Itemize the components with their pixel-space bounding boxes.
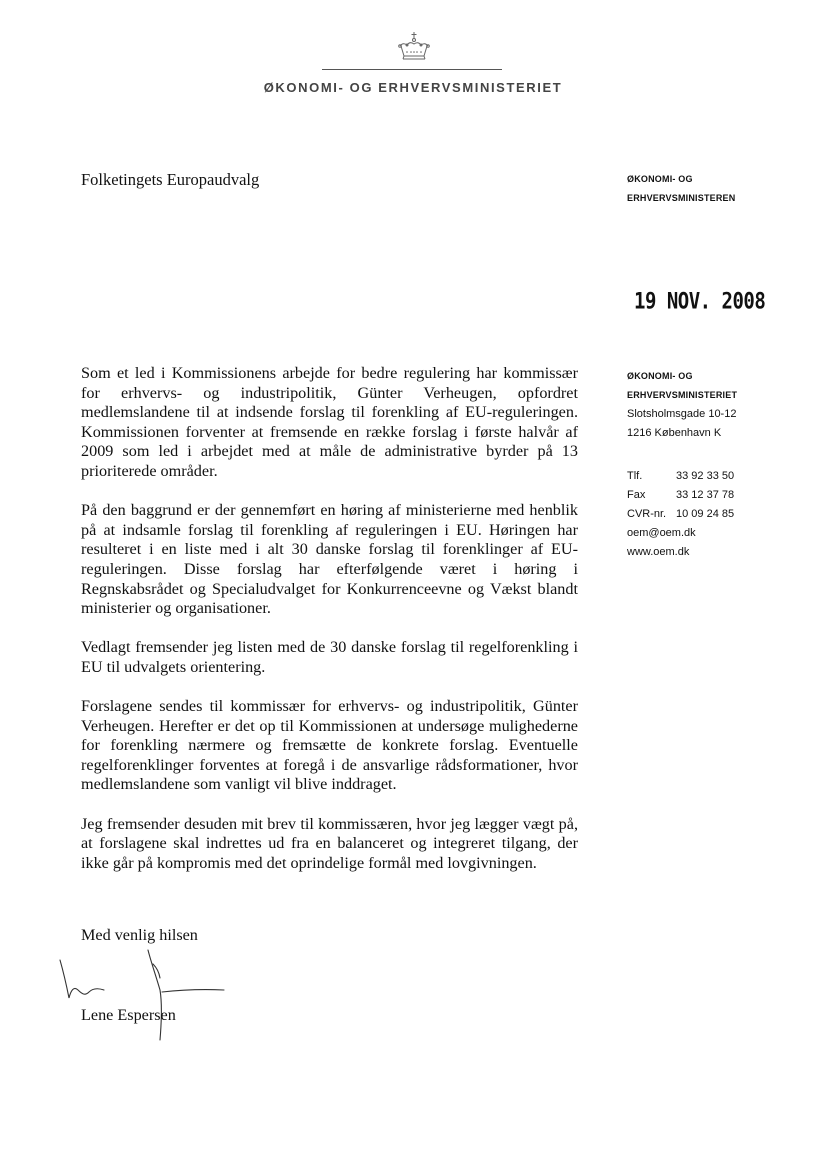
contact-web: www.oem.dk (627, 546, 690, 558)
address-street: Slotsholmsgade 10-12 (627, 408, 737, 420)
cvr-label: CVR-nr. (627, 508, 667, 520)
paragraph-1: Som et led i Kommissionens arbejde for bedre regulering har kommissær for erhvervs- og industripolitik, Günter Verheugen, opfordret medlemslandene til at indsende forslag til forenkling af EU-reguleringen. Kommissionen forventer at fremsende en række forslag i første halvår af 2009 som led i arbejdet med at måle de administrative byrder på 13 prioriterede områder. (81, 364, 578, 480)
phone-label: Tlf. (627, 470, 643, 482)
letter-body (81, 364, 578, 893)
paragraph-2: På den baggrund er der gennemført en høring af ministerierne med henblik på at indsamle forslag til forenkling af reguleringen i EU. Høringen har resulteret i en liste med i alt 30 danske forslag til forenklinger af EU-reguleringen. Disse forslag har efterfølgende været i høring i Regnskabsrådet og Specialudvalget for Konkurrenceevne og Vækst blandt ministerier og organisationer. (81, 501, 578, 618)
signature-icon (58, 946, 228, 1042)
contact-phone (627, 467, 734, 486)
contact-fax (627, 486, 734, 505)
signer-name: Lene Espersen (81, 1006, 176, 1024)
paragraph-4: Forslagene sendes til kommissær for erhvervs- og industripolitik, Günter Verheugen. Herefter er det op til Kommissionen at undersøge mulighederne for forenkling nærmere og fremsætte de konkrete forslag. Eventuelle regelforenklinger forventes at foregå i de ansvarlige rådsformationer, hvor medlemslandene som vanligt vil blive inddraget. (81, 697, 578, 794)
sender-line-1: ØKONOMI- OG (627, 174, 693, 184)
sender-block (627, 170, 735, 208)
ministry-name: ØKONOMI- OG ERHVERVSMINISTERIET (263, 80, 563, 95)
contact-email: oem@oem.dk (627, 527, 696, 539)
letterhead (0, 28, 826, 108)
contact-block (627, 467, 734, 562)
closing: Med venlig hilsen (81, 926, 198, 944)
paragraph-3: Vedlagt fremsender jeg listen med de 30 danske forslag til regelforenkling i EU til udvalgets orientering. (81, 638, 578, 676)
date-stamp: 19 NOV. 2008 (634, 289, 766, 315)
phone-value: 33 92 33 50 (676, 470, 735, 482)
address-city: 1216 København K (627, 427, 722, 439)
contact-cvr (627, 505, 734, 524)
address-block (627, 367, 737, 443)
address-line-1: ØKONOMI- OG (627, 371, 693, 381)
address-line-2: ERHVERVSMINISTERIET (627, 390, 738, 400)
letterhead-rule (322, 69, 502, 70)
recipient: Folketingets Europaudvalg (81, 170, 260, 189)
crown-logo-icon (392, 32, 436, 64)
paragraph-5: Jeg fremsender desuden mit brev til kommissæren, hvor jeg lægger vægt på, at forslagene skal indrettes ud fra en balanceret og integreret tilgang, der ikke går på kompromis med det oprindelige formål med lovgivningen. (81, 814, 578, 872)
fax-value: 33 12 37 78 (676, 489, 735, 501)
cvr-value: 10 09 24 85 (676, 508, 735, 520)
sender-line-2: ERHVERVSMINISTEREN (627, 193, 736, 203)
fax-label: Fax (627, 489, 646, 501)
